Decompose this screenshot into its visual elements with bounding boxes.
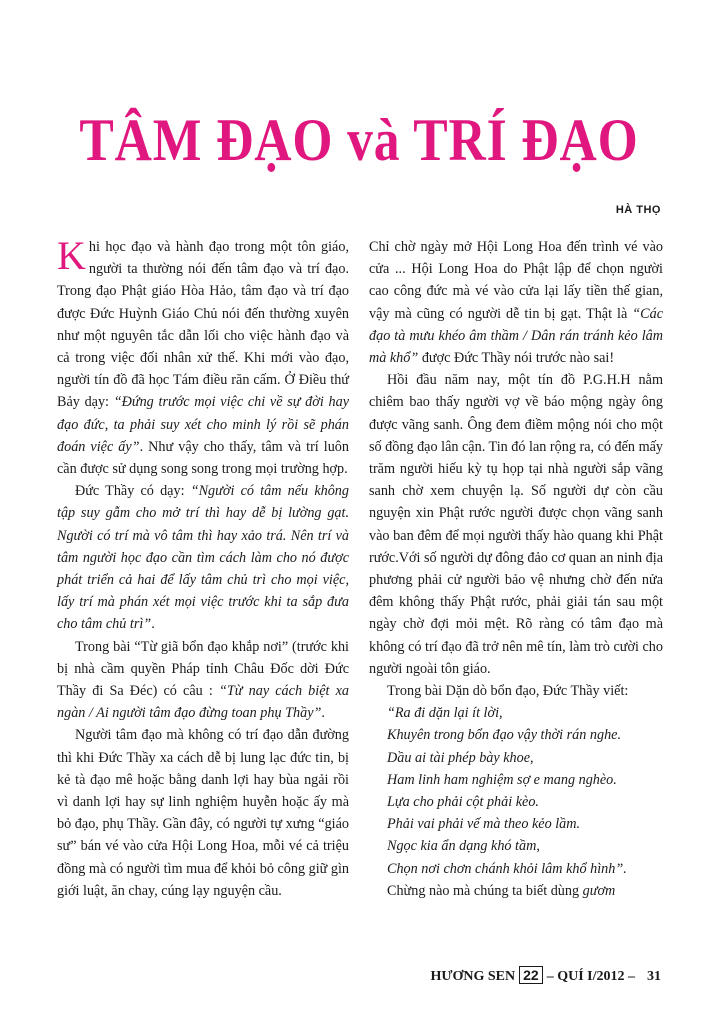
paragraph-3-lead: Trong bài “Từ giã bổn đạo khắp nơi” (trước khi bị nhà cầm quyền Pháp tỉnh Châu Đốc dời Đức Thầy đi Sa Đéc) có câu : — [57, 638, 349, 700]
paragraph-8-italic: gươm — [582, 882, 616, 899]
verse-text: “Ra đi dặn lại ít lời, — [387, 705, 503, 722]
paragraph-2 — [57, 480, 349, 635]
magazine-name: HƯƠNG SEN — [430, 969, 516, 984]
verse-line — [369, 858, 663, 880]
verse-text: Lựa cho phải cột phải kèo. — [387, 794, 539, 811]
verse-text: Ngọc kia ẩn dạng khó tầm, — [387, 838, 540, 855]
paragraph-6: Hồi đầu năm nay, một tín đồ P.G.H.H nằm chiêm bao thấy người vợ về báo mộng ngày ông được vãng sanh. Ông đem điềm mộng nói cho một số đồng đạo lân cận. Tin đó lan rộng ra, có đến mấy trăm người hiếu kỳ tụ họp tại nhà người sắp vãng sanh chờ xem chuyện lạ. Số người dự còn cầu nguyện xin Phật rước người được chọn vãng sanh vào ban đêm để mọi người thấy hào quang khi Phật rước.Với số người dự đông đảo cơ quan an ninh địa phương phải cử người bảo vệ nhưng chờ đến nửa đêm không thấy Phật rước, phải giải tán sau một ngày chờ đợi mỏi mệt. Rõ ràng có tâm đạo mà không có trí đạo đã trở nên mê tín, làm trò cười cho người ngoài tôn giáo. — [369, 372, 663, 677]
paragraph-1 — [57, 233, 349, 480]
article-author: HÀ THỌ — [615, 204, 661, 216]
paragraph-1-end: . Như vậy cho thấy, tâm và trí luôn cần được sử dụng song song trong mọi trường hợp. — [57, 438, 349, 478]
paragraph-2-lead: Đức Thầy có dạy: — [75, 483, 191, 500]
paragraph-2-end: . — [151, 616, 155, 633]
paragraph-5-quote: “Các đạo tà mưu khéo âm thầm / Dân rán tránh kẻo lâm mà khổ” — [369, 305, 663, 367]
drop-cap: K — [57, 233, 86, 278]
paragraph-2-quote: “Người có tâm nếu không tập suy gẫm cho mở trí thì hay dễ bị lường gạt. Người có trí mà vô tâm thì hay xảo trá. Nên trí và tâm người học đạo cần tìm cách làm cho nó được phát triển cả hai để lấy tâm chủ trì cho mọi việc, lấy trí mà phán xét mọi việc trước khi ta sắp đưa cho tâm chủ trì” — [57, 483, 349, 633]
paragraph-1-text: hi học đạo và hành đạo trong một tôn giáo, người ta thường nói đến tâm đạo và trí đạo. Trong đạo Phật giáo Hòa Hảo, tâm đạo và trí đạo được Đức Huỳnh Giáo Chủ nói đến thường xuyên như một nguyên tắc dẫn lối cho việc hành đạo và cả trong việc đối nhân xử thế. Khi mới vào đạo, người tín đồ đã học Tám điều răn cấm. Ở Điều thứ Bảy dạy: — [57, 239, 349, 411]
verse-line — [369, 835, 663, 857]
verse-text: Phải vai phải vế mà theo kẻo lầm. — [387, 816, 581, 833]
paragraph-8-lead: Chừng nào mà chúng ta biết dùng — [387, 882, 583, 899]
verse-line — [369, 747, 663, 769]
paragraph-5 — [369, 236, 663, 369]
verse-line — [369, 769, 663, 791]
verse-text: Chọn nơi chơn chánh khỏi lâm khổ hình”. — [387, 860, 627, 877]
paragraph-1-quote: “Đứng trước mọi việc chi về sự đời hay đạo đức, ta phải suy xét cho minh lý rồi sẽ phán đoán việc ấy” — [57, 394, 349, 455]
paragraph-5-lead: Chỉ chờ ngày mở Hội Long Hoa đến trình vé vào cửa ... Hội Long Hoa do Phật lập để chọn người cao công đức mà vé vào cửa lại lấy tiền thế gian, vậy mà cũng có người dễ tin bị gạt. Thật là — [369, 239, 663, 322]
paragraph-7: Trong bài Dặn dò bổn đạo, Đức Thầy viết: — [387, 683, 629, 700]
right-column — [369, 236, 663, 902]
page-number: 31 — [647, 969, 661, 984]
verse-line — [369, 813, 663, 835]
article-title: TÂM ĐẠO và TRÍ ĐẠO — [79, 107, 639, 173]
verse-text: Dầu ai tài phép bày khoe, — [387, 749, 534, 766]
paragraph-3-end: . — [321, 705, 325, 722]
paragraph-4: Người tâm đạo mà không có trí đạo dẫn đường thì khi Đức Thầy xa cách dễ bị lung lạc đức tin, bị kẻ tà đạo mê hoặc bằng danh lợi hay bùa ngải rồi vì danh lợi hay sự linh nghiệm huyễn hoặc ấy mà bỏ đạo, phụ Thầy. Gần đây, có người tự xưng “giáo sư” bán vé vào cửa Hội Long Hoa, mỗi vé cả triệu đồng mà có người tìm mua để khỏi bỏ công giữ gìn giới luật, ăn chay, cúng lạy nguyện cầu. — [57, 727, 350, 899]
verse-line — [369, 702, 663, 724]
paragraph-3 — [57, 636, 349, 725]
verse-line — [369, 791, 663, 813]
page-footer — [430, 966, 661, 987]
paragraph-3-quote: “Từ nay cách biệt xa ngàn / Ai người tâm đạo đừng toan phụ Thầy” — [57, 683, 349, 722]
issue-number: 22 — [519, 966, 543, 984]
verse-text: Ham linh ham nghiệm sợ e mang nghèo. — [387, 771, 617, 788]
verse-line — [369, 724, 663, 746]
paragraph-5-end: được Đức Thầy nói trước nào sai! — [418, 350, 615, 367]
verse-text: Khuyên trong bổn đạo vậy thời rán nghe. — [387, 727, 622, 744]
paragraph-8 — [369, 880, 663, 902]
issue-quarter: – QUÍ I/2012 – — [546, 969, 635, 984]
left-column — [57, 233, 350, 902]
